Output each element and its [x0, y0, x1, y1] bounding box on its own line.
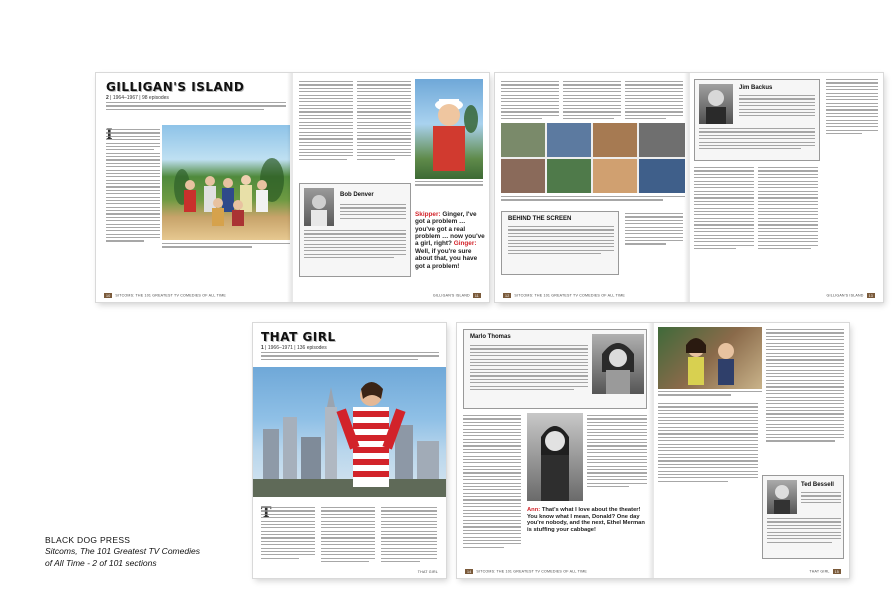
body-column-tg-2	[321, 507, 375, 564]
sidebar-ted-bessell	[762, 475, 844, 559]
book-subtitle: of All Time - 2 of 101 sections	[45, 557, 157, 568]
body-column-m2	[587, 415, 647, 489]
box-title: BEHIND THE SCREEN	[508, 216, 572, 222]
body-column-2	[299, 81, 353, 162]
marlo-bw-photo	[527, 413, 583, 501]
footer-right-2: GILLIGAN'S ISLAND 13	[826, 293, 873, 298]
grid-caption	[501, 196, 685, 203]
sidebar-bob-denver	[299, 183, 411, 277]
cast-figures-illustration	[162, 125, 290, 240]
that-girl-color-photo	[658, 327, 762, 389]
jim-backus-photo	[699, 84, 733, 124]
marlo-thomas-photo	[592, 334, 644, 394]
spread-gilligan-1	[96, 73, 489, 302]
body-column-m1	[463, 415, 521, 550]
intro-dek-that-girl	[261, 352, 439, 362]
spread-that-girl	[253, 323, 446, 578]
publisher-name: BLACK DOG PRESS	[45, 535, 131, 545]
page-gilligan-left-2	[495, 73, 689, 302]
page-marlo-right	[654, 323, 849, 578]
years: 1964–1967	[112, 95, 138, 101]
footer-right: GILLIGAN'S ISLAND 11	[432, 293, 479, 298]
pull-quote-ann: Ann: That's what I love about the theater! You know what I mean, Donald? One day you're nobody, and the next, Ethel Merman is stuffing your cabbage!	[527, 507, 645, 533]
footer-right-tg: THAT GIRL	[417, 570, 438, 574]
city-skyline-illustration	[253, 367, 446, 497]
spread-that-girl-2	[457, 323, 849, 578]
footer-left-m: 14 SITCOMS: THE 101 GREATEST TV COMEDIES OF ALL TIME	[467, 569, 587, 574]
page-number: 11	[474, 293, 479, 298]
sidebar-title-2: Jim Backus	[739, 85, 773, 91]
body-column-m3	[766, 329, 844, 444]
rank-number: 2	[106, 95, 109, 101]
photo-caption	[162, 243, 290, 250]
page-that-girl	[253, 323, 446, 578]
footer-left: 10 SITCOMS: THE 101 GREATEST TV COMEDIES OF ALL TIME	[106, 293, 226, 298]
footer-left-2: 12 SITCOMS: THE 101 GREATEST TV COMEDIES OF ALL TIME	[505, 293, 625, 298]
cast-credits	[826, 79, 878, 136]
sidebar-title: Bob Denver	[340, 192, 374, 198]
sidebar-marlo-thomas	[463, 329, 647, 409]
episode-photo-grid	[501, 123, 685, 193]
sidebar-title-ted: Ted Bessell	[801, 482, 834, 488]
body-column-7	[625, 213, 683, 247]
book-title: Sitcoms, The 101 Greatest TV Comedies	[45, 546, 200, 557]
bob-denver-photo	[304, 188, 334, 226]
page-gilligan-left	[96, 73, 292, 302]
cast-photo-beach	[162, 125, 290, 240]
body-column-6	[625, 81, 683, 122]
pull-quote: Skipper: Ginger, I've got a problem …you've got a real problem … now you've a girl, right? Ginger: Well, if you're sure about that, you have got a problem!	[415, 211, 485, 270]
page-gilligan-right	[293, 73, 489, 302]
body-column-tg-3	[381, 507, 437, 564]
photo-caption-2	[415, 181, 483, 188]
body-column-5	[563, 81, 621, 122]
page-marlo-left	[457, 323, 653, 578]
show-meta-that-girl: 1 | 1966–1971 | 136 episodes	[261, 345, 327, 351]
gilligan-photo	[415, 79, 483, 179]
thumbnail-grid-illustration	[501, 123, 685, 193]
sidebar-title-marlo: Marlo Thomas	[470, 334, 511, 340]
body-column-8	[694, 167, 754, 251]
episode-count: 98 episodes	[141, 95, 169, 101]
cast-credits-tg	[658, 403, 758, 484]
page-gilligan-right-2	[690, 73, 883, 302]
photo-caption-m	[658, 391, 762, 398]
page-title: GILLIGAN'S ISLAND	[106, 80, 245, 94]
body-column-3	[357, 81, 411, 162]
intro-dek	[106, 102, 286, 112]
ted-bessell-photo	[767, 480, 797, 514]
page-title-that-girl: THAT GIRL	[261, 330, 336, 344]
that-girl-city-photo	[253, 367, 446, 497]
page-number: 10	[106, 293, 111, 298]
body-column-tg-1	[261, 507, 315, 561]
spread-gilligan-2	[495, 73, 883, 302]
image-caption	[45, 535, 245, 569]
body-column-4	[501, 81, 559, 122]
footer-right-m: THAT GIRL 15	[809, 569, 839, 574]
gilligan-figure-illustration	[415, 79, 483, 179]
behind-the-screen-box	[501, 211, 619, 275]
show-meta: 2 | 1964–1967 | 98 episodes	[106, 95, 169, 101]
body-column-9	[758, 167, 818, 251]
sidebar-jim-backus	[694, 79, 820, 161]
body-column-1	[106, 129, 160, 244]
